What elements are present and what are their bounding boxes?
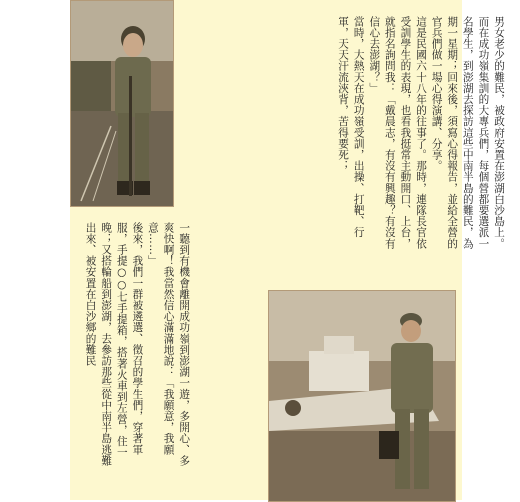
- article-text-bottom: [82, 222, 191, 472]
- article-text-top: [334, 16, 506, 252]
- paragraph-1: 男女老少的難民，被政府安置在澎湖白沙島上。: [493, 16, 505, 250]
- paragraph-4: 當時，大熱天在成功嶺受訓，出操、打靶、行軍，天天汗流浹背，苦得要死；: [337, 16, 365, 238]
- paragraph-3: 這是民國六十八年的往事了。那時，連隊長官依受訓學生的表現，也看我挺常主動開口、上台，就指名詢問我：「戴晨志，有沒有興趣？有沒有信心去澎湖？」: [368, 16, 428, 250]
- soldier-with-ship-photo: [268, 290, 456, 502]
- soldier-portrait-image: [71, 1, 173, 206]
- paragraph-2: 而在成功嶺集訓的大專兵們，每個營都要選派一名學生，到澎湖去探訪這些中南半島的難民，為期一星期；回來後，須寫心得報告，並給全營的官兵們做一場心得演講、分享。: [430, 16, 490, 250]
- soldier-with-ship-image: [269, 291, 455, 501]
- paragraph-5: 一聽到有機會離開成功嶺到澎湖一遊，多開心、多爽快啊！我當然信心滿滿地說：「我願意，我願意……」: [146, 222, 191, 467]
- paragraph-6: 後來，我們一群被遴選、徵召的學生們，穿著軍服，手提○○七手提箱，搭著火車到左營，住一晚；又搭輪船到澎湖，去參訪那些從中南半島逃難出來、被安置在白沙鄉的難民: [84, 222, 144, 467]
- soldier-portrait-photo: [70, 0, 174, 207]
